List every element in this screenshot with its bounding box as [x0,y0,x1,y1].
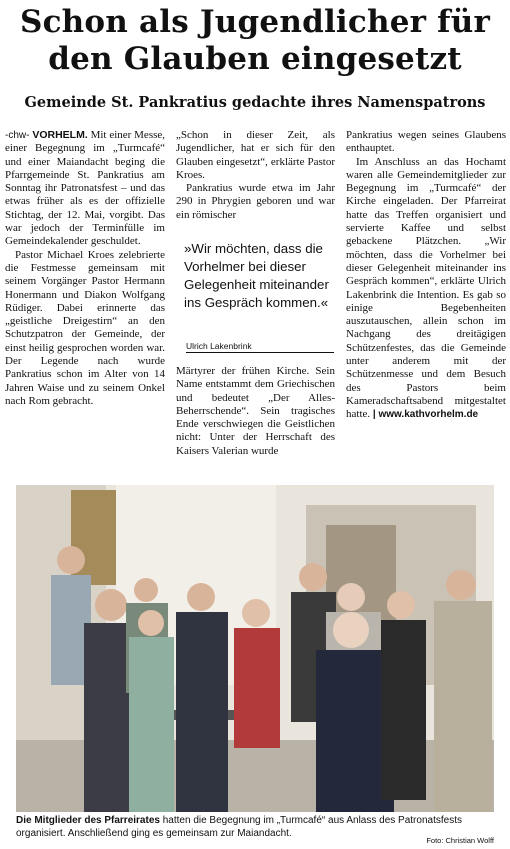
article-column-1 [5,129,165,408]
pullquote-author: Ulrich Lakenbrink [186,341,334,353]
paragraph: Pankratius wegen seines Glaubens enthauptet. [346,129,506,155]
paragraph: Pastor Michael Kroes zelebrierte die Festmesse gemeinsam mit seinem Vorgänger Pastor Hermann Honermann und Diakon Wolfgang Rüdiger. Dabei erinnerte das „geistliche Dreigestirn“ an den Schutzpatron der Gemeinde, der einst heilig gesprochen worden war. Der Legende nach wurde Pankratius schon im Alter von 14 Jahren Waise und zu seinem Onkel nach Rom gebracht. [5,248,165,407]
dateline: VORHELM. [32,129,88,141]
group-photo [16,485,494,812]
caption-bold: Die Mitglieder des Pfarreirates [16,815,160,826]
subheadline: Gemeinde St. Pankratius gedachte ihres Namenspatrons [24,94,486,111]
article-column-2-continued [176,365,335,458]
paragraph-text: Im Anschluss an das Hochamt waren alle Gemeindemitglieder zur Begegnung im „Turmcafé“ der Kirche eingeladen. Der Pfarreirat hatte das Treffen organisiert und servierte Kaffee und selbst gebackene Plätzchen. „Wir möchten, dass die Vorhelmer bei dieser Gelegenheit miteinander ins Gespräch kommen“, erklärte Ulrich Lakenbrink die Intention. Es gab so einige Begebenheiten auszutauschen, allein schon im Nachgang des dreitägigen Schützenfestes, das die Gemeinde unter anderem mit der Schützenmesse und dem Besuch des Pastors beim Kameradschaftsabend mitgestaltet hatte. [346,155,506,421]
photo-caption [16,815,494,840]
byline: -chw- [5,130,30,141]
caption-text: hatten die Begegnung im „Turmcafé“ aus Anlass des Patronatsfests organisiert. Anschließend ging es gemeinsam zur Maiandacht. [16,815,462,839]
headline-line-2: den Glauben eingesetzt [48,41,462,77]
article-column-3 [346,129,506,422]
paragraph: Pankratius wurde etwa im Jahr 290 in Phrygien geboren und war ein römischer [176,182,335,221]
web-link[interactable]: | www.kathvorhelm.de [372,409,479,421]
headline-line-1: Schon als Jugendlicher für [20,4,490,40]
paragraph: „Schon in dieser Zeit, als Jugendlicher, hat er sich für den Glauben eingesetzt“, erklärte Pastor Kroes. [176,129,335,181]
photo-credit: Foto: Christian Wolff [426,836,494,845]
pullquote: »Wir möchten, dass die Vorhelmer bei dieser Gelegenheit miteinander ins Gespräch kommen.« [184,241,329,310]
paragraph [346,156,506,422]
article-column-2 [176,129,335,222]
paragraph: Märtyrer der frühen Kirche. Sein Name entstammt dem Griechischen und bedeutet „Der Alles-Beherrschende“. Sein tragisches Ende verschwiegen die Geistlichen nicht: Unter der Herrschaft des Kaisers Valerian wurde [176,365,335,457]
photo-illustration [16,485,494,812]
paragraph [5,129,165,249]
headline [0,4,510,78]
paragraph-text: Mit einer Messe, einer Begegnung im „Turmcafé“ und einer Maiandacht beging die Pfarrgemeinde St. Pankratius am Sonntag ihr Patronatsfest – und das etwas früher als es der offizielle Stichtag, der 12. Mai, vorgibt. Das war jedoch der Terminfülle im Gemeindekalender geschuldet. [5,129,166,248]
